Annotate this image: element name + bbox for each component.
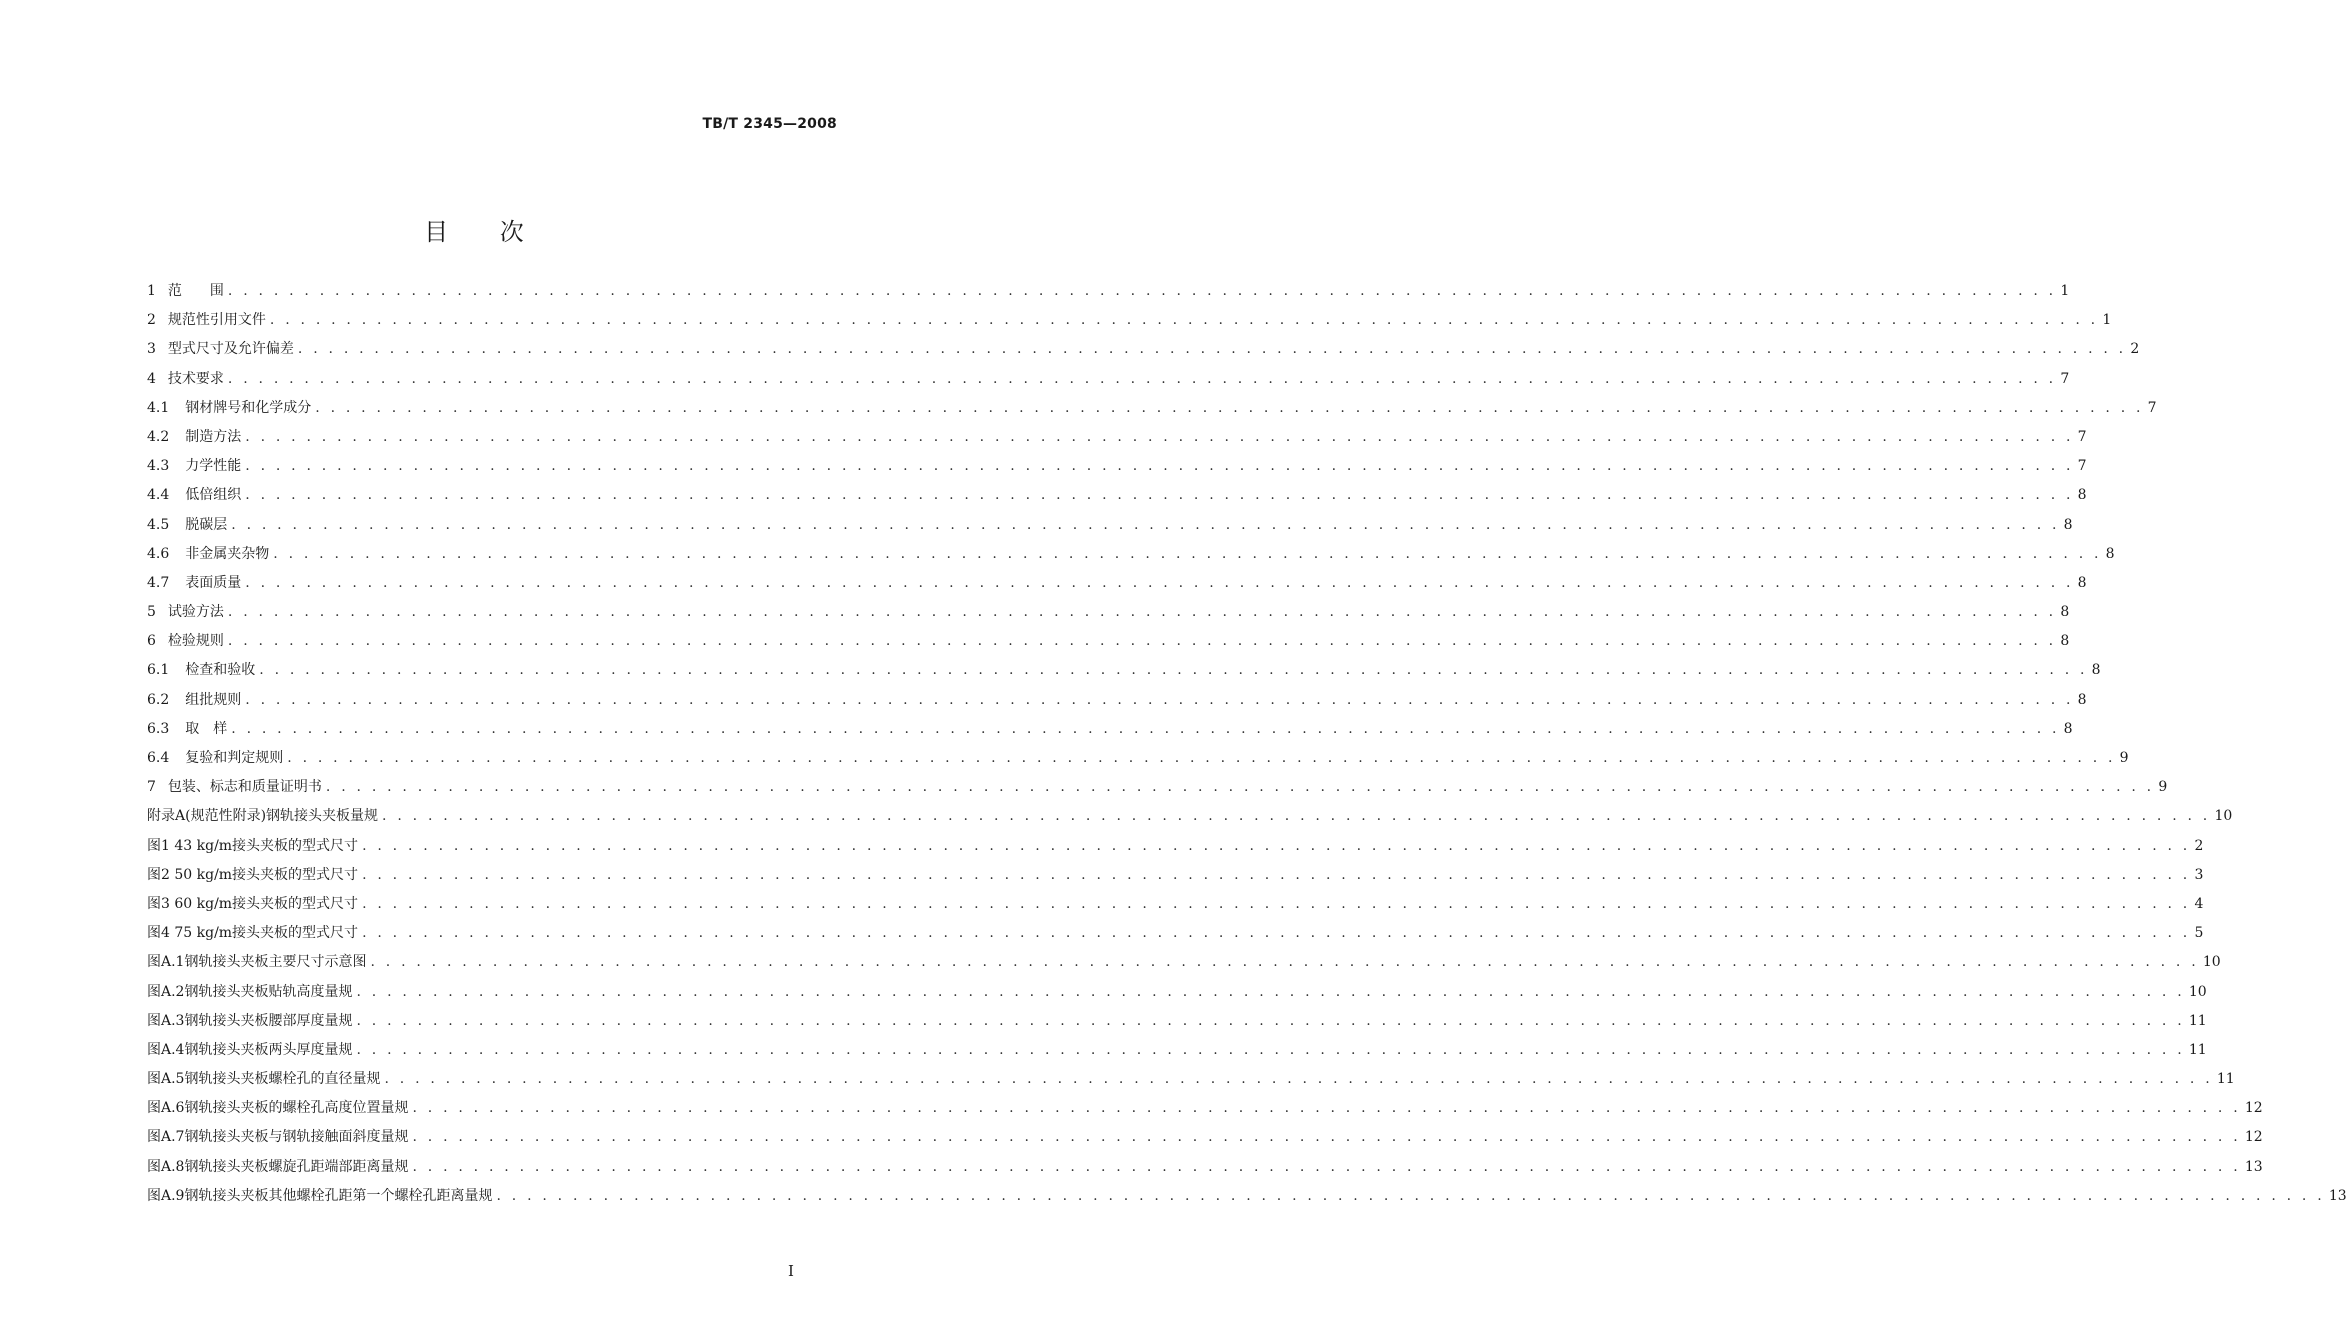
toc-entry-label: 包装、标志和质量证明书 <box>167 779 322 796</box>
toc-leader-dots: . . . . . . . . . . . . . . . . . . . . . . . . . . . . . . . . . . . . . . . . . . . . . . . . . . . . . . . . . . . . . . . . . . . . . . . . . . . . . . . . . . . . . . . . . . . . . . . . . . . . . . . . . . . . . . . . . . . . . . . . <box>245 691 2074 708</box>
page-number: I <box>788 1262 794 1280</box>
toc-entry-label: 图A.8钢轨接头夹板螺旋孔距端部距离量规 <box>147 1158 409 1175</box>
toc-leader-dots: . . . . . . . . . . . . . . . . . . . . . . . . . . . . . . . . . . . . . . . . . . . . . . . . . . . . . . . . . . . . . . . . . . . . . . . . . . . . . . . . . . . . . . . . . . . . . . . . . . . . . . . . . . . . . . . . . . . . . . . . <box>384 1071 2213 1088</box>
toc-entry-page: 8 <box>2063 516 2073 533</box>
toc-leader-dots: . . . . . . . . . . . . . . . . . . . . . . . . . . . . . . . . . . . . . . . . . . . . . . . . . . . . . . . . . . . . . . . . . . . . . . . . . . . . . . . . . . . . . . . . . . . . . . . . . . . . . . . . . . . . . . . . . . . . . . . . <box>245 458 2074 475</box>
toc-leader-dots: . . . . . . . . . . . . . . . . . . . . . . . . . . . . . . . . . . . . . . . . . . . . . . . . . . . . . . . . . . . . . . . . . . . . . . . . . . . . . . . . . . . . . . . . . . . . . . . . . . . . . . . . . . . . . . . . . . . . . . . . <box>356 1012 2185 1029</box>
toc-entry-page: 10 <box>2188 983 2207 1000</box>
toc-leader-dots: . . . . . . . . . . . . . . . . . . . . . . . . . . . . . . . . . . . . . . . . . . . . . . . . . . . . . . . . . . . . . . . . . . . . . . . . . . . . . . . . . . . . . . . . . . . . . . . . . . . . . . . . . . . . . . . . . . . . . . . . <box>297 341 2127 358</box>
toc-entry-page: 11 <box>2216 1071 2235 1088</box>
toc-entry-number: 1 <box>147 283 156 299</box>
toc-entry-label: 脱碳层 <box>185 516 228 533</box>
toc-entry[interactable] <box>147 1182 2347 1211</box>
toc-entry-label: 表面质量 <box>185 574 242 591</box>
toc-entry-label: 试验方法 <box>167 604 224 621</box>
table-of-contents <box>147 277 2347 1211</box>
toc-entry[interactable] <box>147 452 2087 481</box>
toc-entry-label: 取 样 <box>185 720 228 737</box>
toc-leader-dots: . . . . . . . . . . . . . . . . . . . . . . . . . . . . . . . . . . . . . . . . . . . . . . . . . . . . . . . . . . . . . . . . . . . . . . . . . . . . . . . . . . . . . . . . . . . . . . . . . . . . . . . . . . . . . . . . . . . . . . . . <box>356 1041 2185 1058</box>
toc-entry-label: 图A.9钢轨接头夹板其他螺栓孔距第一个螺栓孔距离量规 <box>147 1187 493 1204</box>
toc-entry[interactable] <box>147 802 2233 831</box>
toc-entry-page: 13 <box>2244 1158 2263 1175</box>
toc-leader-dots: . . . . . . . . . . . . . . . . . . . . . . . . . . . . . . . . . . . . . . . . . . . . . . . . . . . . . . . . . . . . . . . . . . . . . . . . . . . . . . . . . . . . . . . . . . . . . . . . . . . . . . . . . . . . . . . . . . . . . . . . <box>231 516 2060 533</box>
toc-entry-label: 型式尺寸及允许偏差 <box>167 341 294 358</box>
toc-entry[interactable] <box>147 1007 2207 1036</box>
toc-entry-page: 9 <box>2158 779 2168 796</box>
toc-entry[interactable] <box>147 335 2140 364</box>
toc-entry-page: 8 <box>2077 574 2087 591</box>
toc-entry-label: 力学性能 <box>185 458 242 475</box>
toc-entry-page: 9 <box>2119 750 2129 766</box>
toc-entry-page: 7 <box>2077 458 2087 475</box>
toc-entry-page: 5 <box>2194 925 2204 942</box>
toc-leader-dots: . . . . . . . . . . . . . . . . . . . . . . . . . . . . . . . . . . . . . . . . . . . . . . . . . . . . . . . . . . . . . . . . . . . . . . . . . . . . . . . . . . . . . . . . . . . . . . . . . . . . . . . . . . . . . . . . . . . . . . . . <box>227 283 2057 299</box>
toc-entry-label: 图A.4钢轨接头夹板两头厚度量规 <box>147 1041 353 1058</box>
toc-leader-dots: . . . . . . . . . . . . . . . . . . . . . . . . . . . . . . . . . . . . . . . . . . . . . . . . . . . . . . . . . . . . . . . . . . . . . . . . . . . . . . . . . . . . . . . . . . . . . . . . . . . . . . . . . . . . . . . . . . . . . . . . <box>412 1100 2241 1117</box>
toc-entry-label: 附录A(规范性附录)钢轨接头夹板量规 <box>147 808 379 825</box>
toc-entry-page: 11 <box>2188 1041 2207 1058</box>
toc-entry-page: 8 <box>2063 720 2073 737</box>
toc-entry-number: 4.1 <box>147 399 170 416</box>
toc-entry-number: 6.3 <box>147 720 170 737</box>
toc-leader-dots: . . . . . . . . . . . . . . . . . . . . . . . . . . . . . . . . . . . . . . . . . . . . . . . . . . . . . . . . . . . . . . . . . . . . . . . . . . . . . . . . . . . . . . . . . . . . . . . . . . . . . . . . . . . . . . . . . . . . . . . . <box>245 487 2074 504</box>
toc-entry-number: 4.2 <box>147 428 170 445</box>
toc-entry-page: 3 <box>2194 866 2204 883</box>
toc-entry[interactable] <box>147 277 2070 306</box>
toc-entry[interactable] <box>147 1065 2235 1094</box>
toc-entry-page: 11 <box>2188 1012 2207 1029</box>
toc-leader-dots: . . . . . . . . . . . . . . . . . . . . . . . . . . . . . . . . . . . . . . . . . . . . . . . . . . . . . . . . . . . . . . . . . . . . . . . . . . . . . . . . . . . . . . . . . . . . . . . . . . . . . . . . . . . . . . . . . . . . . . . . <box>356 983 2185 1000</box>
toc-entry-label: 检验规则 <box>167 633 224 650</box>
toc-entry-page: 12 <box>2244 1100 2263 1117</box>
toc-entry[interactable] <box>147 423 2087 452</box>
toc-leader-dots: . . . . . . . . . . . . . . . . . . . . . . . . . . . . . . . . . . . . . . . . . . . . . . . . . . . . . . . . . . . . . . . . . . . . . . . . . . . . . . . . . . . . . . . . . . . . . . . . . . . . . . . . . . . . . . . . . . . . . . . . <box>362 925 2191 942</box>
toc-entry-number: 4 <box>147 370 156 387</box>
toc-entry-page: 8 <box>2077 487 2087 504</box>
toc-entry-label: 钢材牌号和化学成分 <box>185 399 312 416</box>
toc-entry-number: 3 <box>147 341 156 358</box>
toc-entry-label: 图A.6钢轨接头夹板的螺栓孔高度位置量规 <box>147 1100 409 1117</box>
toc-leader-dots: . . . . . . . . . . . . . . . . . . . . . . . . . . . . . . . . . . . . . . . . . . . . . . . . . . . . . . . . . . . . . . . . . . . . . . . . . . . . . . . . . . . . . . . . . . . . . . . . . . . . . . . . . . . . . . . . . . . . . . . . <box>496 1187 2325 1204</box>
toc-entry-number: 6.2 <box>147 691 170 708</box>
toc-entry[interactable] <box>147 1153 2263 1182</box>
toc-entry-number: 4.7 <box>147 574 170 591</box>
toc-entry-page: 8 <box>2091 662 2101 679</box>
toc-leader-dots: . . . . . . . . . . . . . . . . . . . . . . . . . . . . . . . . . . . . . . . . . . . . . . . . . . . . . . . . . . . . . . . . . . . . . . . . . . . . . . . . . . . . . . . . . . . . . . . . . . . . . . . . . . . . . . . . . . . . . . . . <box>227 604 2057 621</box>
toc-entry-number: 2 <box>147 312 156 329</box>
toc-entry[interactable] <box>147 627 2070 656</box>
toc-entry-number: 4.6 <box>147 545 170 562</box>
toc-entry-number: 4.4 <box>147 487 170 504</box>
toc-entry-page: 7 <box>2147 399 2157 416</box>
toc-leader-dots: . . . . . . . . . . . . . . . . . . . . . . . . . . . . . . . . . . . . . . . . . . . . . . . . . . . . . . . . . . . . . . . . . . . . . . . . . . . . . . . . . . . . . . . . . . . . . . . . . . . . . . . . . . . . . . . . . . . . . . . . <box>362 895 2191 912</box>
toc-entry-label: 规范性引用文件 <box>167 312 266 329</box>
toc-leader-dots: . . . . . . . . . . . . . . . . . . . . . . . . . . . . . . . . . . . . . . . . . . . . . . . . . . . . . . . . . . . . . . . . . . . . . . . . . . . . . . . . . . . . . . . . . . . . . . . . . . . . . . . . . . . . . . . . . . . . . . . . <box>245 574 2074 591</box>
toc-entry-page: 13 <box>2328 1187 2347 1204</box>
toc-leader-dots: . . . . . . . . . . . . . . . . . . . . . . . . . . . . . . . . . . . . . . . . . . . . . . . . . . . . . . . . . . . . . . . . . . . . . . . . . . . . . . . . . . . . . . . . . . . . . . . . . . . . . . . . . . . . . . . . . . . . . . . . <box>325 779 2155 796</box>
toc-leader-dots: . . . . . . . . . . . . . . . . . . . . . . . . . . . . . . . . . . . . . . . . . . . . . . . . . . . . . . . . . . . . . . . . . . . . . . . . . . . . . . . . . . . . . . . . . . . . . . . . . . . . . . . . . . . . . . . . . . . . . . . . <box>231 720 2060 737</box>
toc-leader-dots: . . . . . . . . . . . . . . . . . . . . . . . . . . . . . . . . . . . . . . . . . . . . . . . . . . . . . . . . . . . . . . . . . . . . . . . . . . . . . . . . . . . . . . . . . . . . . . . . . . . . . . . . . . . . . . . . . . . . . . . . <box>287 750 2116 766</box>
toc-entry-label: 低倍组织 <box>185 487 242 504</box>
toc-entry[interactable] <box>147 686 2087 715</box>
toc-entry[interactable] <box>147 715 2073 744</box>
toc-entry-page: 10 <box>2214 808 2233 825</box>
toc-entry[interactable] <box>147 656 2101 685</box>
toc-entry[interactable] <box>147 1094 2263 1123</box>
toc-entry[interactable] <box>147 832 2204 861</box>
toc-entry-page: 2 <box>2194 837 2204 854</box>
toc-entry-page: 7 <box>2077 428 2087 445</box>
toc-entry[interactable] <box>147 919 2204 948</box>
toc-entry-label: 图1 43 kg/m接头夹板的型式尺寸 <box>147 837 359 854</box>
toc-entry-number: 4.5 <box>147 516 170 533</box>
toc-leader-dots: . . . . . . . . . . . . . . . . . . . . . . . . . . . . . . . . . . . . . . . . . . . . . . . . . . . . . . . . . . . . . . . . . . . . . . . . . . . . . . . . . . . . . . . . . . . . . . . . . . . . . . . . . . . . . . . . . . . . . . . . <box>227 370 2057 387</box>
toc-leader-dots: . . . . . . . . . . . . . . . . . . . . . . . . . . . . . . . . . . . . . . . . . . . . . . . . . . . . . . . . . . . . . . . . . . . . . . . . . . . . . . . . . . . . . . . . . . . . . . . . . . . . . . . . . . . . . . . . . . . . . . . . <box>412 1158 2241 1175</box>
toc-entry-label: 技术要求 <box>167 370 224 387</box>
page-title: 目 次 <box>424 218 526 246</box>
toc-entry[interactable] <box>147 511 2073 540</box>
toc-entry-number: 6.1 <box>147 662 170 679</box>
toc-entry[interactable] <box>147 773 2168 802</box>
toc-entry[interactable] <box>147 598 2070 627</box>
toc-entry-number: 6 <box>147 633 156 650</box>
toc-leader-dots: . . . . . . . . . . . . . . . . . . . . . . . . . . . . . . . . . . . . . . . . . . . . . . . . . . . . . . . . . . . . . . . . . . . . . . . . . . . . . . . . . . . . . . . . . . . . . . . . . . . . . . . . . . . . . . . . . . . . . . . . <box>273 545 2102 562</box>
toc-entry-page: 12 <box>2244 1129 2263 1146</box>
toc-leader-dots: . . . . . . . . . . . . . . . . . . . . . . . . . . . . . . . . . . . . . . . . . . . . . . . . . . . . . . . . . . . . . . . . . . . . . . . . . . . . . . . . . . . . . . . . . . . . . . . . . . . . . . . . . . . . . . . . . . . . . . . . <box>362 866 2191 883</box>
standard-code: TB/T 2345—2008 <box>702 116 837 132</box>
toc-entry-label: 图A.5钢轨接头夹板螺栓孔的直径量规 <box>147 1071 381 1088</box>
toc-entry-label: 图4 75 kg/m接头夹板的型式尺寸 <box>147 925 359 942</box>
toc-entry[interactable] <box>147 948 2221 977</box>
toc-entry-page: 7 <box>2060 370 2070 387</box>
toc-entry-label: 制造方法 <box>185 428 242 445</box>
toc-entry-label: 图A.7钢轨接头夹板与钢轨接触面斜度量规 <box>147 1129 409 1146</box>
toc-entry-label: 非金属夹杂物 <box>185 545 270 562</box>
toc-entry[interactable] <box>147 306 2112 335</box>
toc-leader-dots: . . . . . . . . . . . . . . . . . . . . . . . . . . . . . . . . . . . . . . . . . . . . . . . . . . . . . . . . . . . . . . . . . . . . . . . . . . . . . . . . . . . . . . . . . . . . . . . . . . . . . . . . . . . . . . . . . . . . . . . . <box>227 633 2057 650</box>
toc-entry[interactable] <box>147 540 2115 569</box>
toc-entry[interactable] <box>147 481 2087 510</box>
toc-entry-label: 范 围 <box>167 283 224 299</box>
toc-entry-page: 10 <box>2202 954 2221 971</box>
toc-entry[interactable] <box>147 569 2087 598</box>
toc-entry[interactable] <box>147 1036 2207 1065</box>
toc-entry[interactable] <box>147 978 2207 1007</box>
toc-leader-dots: . . . . . . . . . . . . . . . . . . . . . . . . . . . . . . . . . . . . . . . . . . . . . . . . . . . . . . . . . . . . . . . . . . . . . . . . . . . . . . . . . . . . . . . . . . . . . . . . . . . . . . . . . . . . . . . . . . . . . . . . <box>245 428 2074 445</box>
toc-entry-number: 4.3 <box>147 458 170 475</box>
toc-entry-page: 8 <box>2077 691 2087 708</box>
toc-entry[interactable] <box>147 744 2129 773</box>
toc-entry-page: 4 <box>2194 895 2204 912</box>
toc-entry-page: 2 <box>2130 341 2140 358</box>
toc-entry-page: 8 <box>2060 604 2070 621</box>
toc-leader-dots: . . . . . . . . . . . . . . . . . . . . . . . . . . . . . . . . . . . . . . . . . . . . . . . . . . . . . . . . . . . . . . . . . . . . . . . . . . . . . . . . . . . . . . . . . . . . . . . . . . . . . . . . . . . . . . . . . . . . . . . . <box>412 1129 2241 1146</box>
toc-entry-label: 组批规则 <box>185 691 242 708</box>
toc-entry-number: 7 <box>147 779 156 796</box>
toc-entry-page: 8 <box>2060 633 2070 650</box>
toc-entry-number: 5 <box>147 604 156 621</box>
toc-entry[interactable] <box>147 394 2157 423</box>
toc-entry-label: 图A.2钢轨接头夹板贴轨高度量规 <box>147 983 353 1000</box>
toc-leader-dots: . . . . . . . . . . . . . . . . . . . . . . . . . . . . . . . . . . . . . . . . . . . . . . . . . . . . . . . . . . . . . . . . . . . . . . . . . . . . . . . . . . . . . . . . . . . . . . . . . . . . . . . . . . . . . . . . . . . . . . . . <box>269 312 2099 329</box>
toc-entry-label: 图2 50 kg/m接头夹板的型式尺寸 <box>147 866 359 883</box>
toc-leader-dots: . . . . . . . . . . . . . . . . . . . . . . . . . . . . . . . . . . . . . . . . . . . . . . . . . . . . . . . . . . . . . . . . . . . . . . . . . . . . . . . . . . . . . . . . . . . . . . . . . . . . . . . . . . . . . . . . . . . . . . . . <box>382 808 2211 825</box>
toc-entry-page: 1 <box>2102 312 2112 329</box>
toc-leader-dots: . . . . . . . . . . . . . . . . . . . . . . . . . . . . . . . . . . . . . . . . . . . . . . . . . . . . . . . . . . . . . . . . . . . . . . . . . . . . . . . . . . . . . . . . . . . . . . . . . . . . . . . . . . . . . . . . . . . . . . . . <box>315 399 2144 416</box>
toc-leader-dots: . . . . . . . . . . . . . . . . . . . . . . . . . . . . . . . . . . . . . . . . . . . . . . . . . . . . . . . . . . . . . . . . . . . . . . . . . . . . . . . . . . . . . . . . . . . . . . . . . . . . . . . . . . . . . . . . . . . . . . . . <box>259 662 2088 679</box>
toc-entry-label: 图A.1钢轨接头夹板主要尺寸示意图 <box>147 954 367 971</box>
toc-entry-page: 1 <box>2060 283 2070 299</box>
toc-leader-dots: . . . . . . . . . . . . . . . . . . . . . . . . . . . . . . . . . . . . . . . . . . . . . . . . . . . . . . . . . . . . . . . . . . . . . . . . . . . . . . . . . . . . . . . . . . . . . . . . . . . . . . . . . . . . . . . . . . . . . . . . <box>362 837 2191 854</box>
toc-leader-dots: . . . . . . . . . . . . . . . . . . . . . . . . . . . . . . . . . . . . . . . . . . . . . . . . . . . . . . . . . . . . . . . . . . . . . . . . . . . . . . . . . . . . . . . . . . . . . . . . . . . . . . . . . . . . . . . . . . . . . . . . <box>370 954 2199 971</box>
toc-entry-label: 图3 60 kg/m接头夹板的型式尺寸 <box>147 895 359 912</box>
toc-entry-label: 复验和判定规则 <box>185 750 284 766</box>
toc-entry-page: 8 <box>2105 545 2115 562</box>
toc-entry-label: 图A.3钢轨接头夹板腰部厚度量规 <box>147 1012 353 1029</box>
toc-entry[interactable] <box>147 365 2070 394</box>
toc-entry-number: 6.4 <box>147 750 170 766</box>
toc-entry[interactable] <box>147 890 2204 919</box>
toc-entry-label: 检查和验收 <box>185 662 256 679</box>
toc-entry[interactable] <box>147 861 2204 890</box>
toc-entry[interactable] <box>147 1123 2263 1152</box>
